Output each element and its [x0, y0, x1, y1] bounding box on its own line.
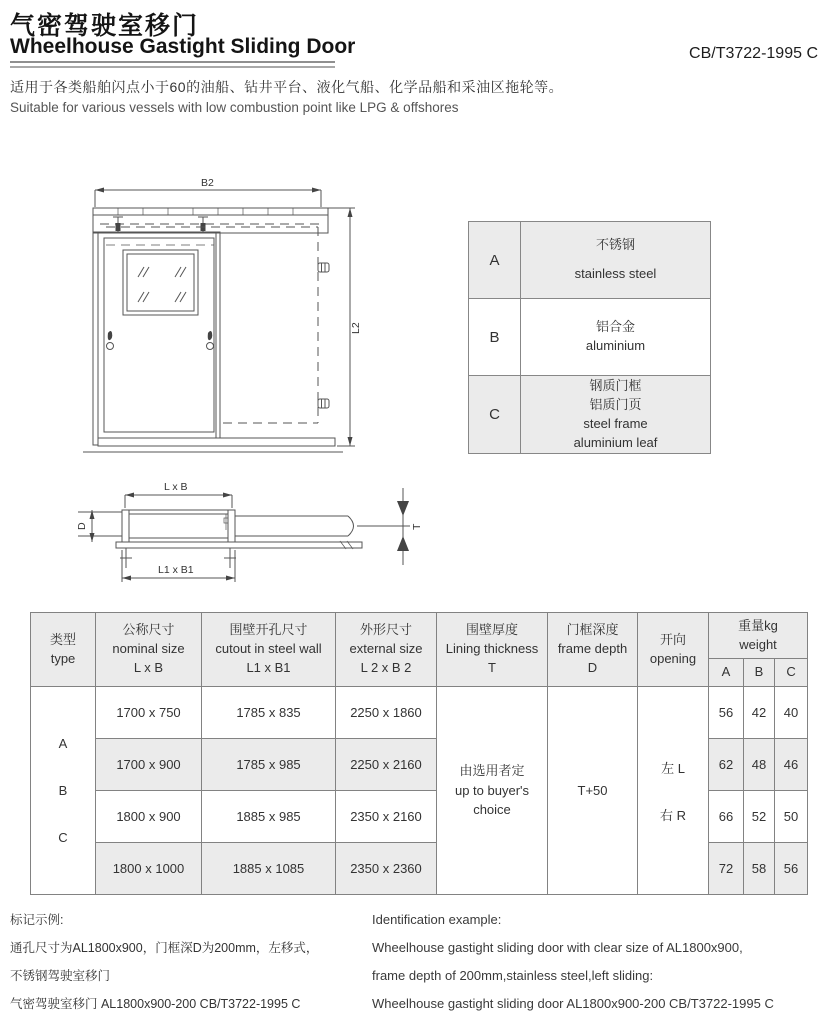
type-letter: C [58, 830, 68, 845]
weight-c-cell: 56 [775, 843, 808, 895]
weight-b-cell: 48 [744, 739, 775, 791]
door-handles [107, 331, 214, 350]
material-desc-en: aluminium leaf [573, 434, 658, 450]
frame-depth-cell: T+50 [548, 687, 638, 895]
dim-label-l1xb1: L1 x B1 [158, 564, 194, 576]
external-size-cell: 2250 x 1860 [336, 687, 437, 739]
open-position-outline [106, 227, 318, 423]
dim-label-t: T [411, 523, 423, 530]
header-cutout: 围壁开孔尺寸 cutout in steel wall L1 x B1 [202, 613, 336, 687]
lining-value-en: up to buyer's choice [454, 782, 530, 818]
material-desc-en: steel frame [583, 415, 648, 431]
header-type: 类型 type [31, 613, 96, 687]
dimension-l2 [328, 208, 362, 446]
dimension-b2 [95, 177, 321, 207]
material-desc-en: stainless steel [574, 266, 657, 281]
material-desc [521, 376, 711, 454]
front-view-drawing [58, 175, 378, 470]
id-en-line: frame depth of 200mm,stainless steel,left sliding: [372, 968, 654, 983]
material-desc [521, 299, 711, 376]
nominal-size-cell: 1800 x 1000 [96, 843, 202, 895]
materials-table [468, 221, 711, 454]
opening-left: 左 L [661, 760, 685, 776]
header-weight-c: C [775, 659, 808, 687]
weight-a-cell: 56 [709, 687, 744, 739]
door-leaf [93, 232, 220, 445]
id-en-line: Wheelhouse gastight sliding door AL1800x900-200 CB/T3722-1995 C [372, 996, 774, 1011]
cutout-cell: 1885 x 985 [202, 791, 336, 843]
opening-cell [638, 687, 709, 895]
id-cn-line: 不锈钢驾驶室移门 [10, 969, 111, 983]
spacer [522, 255, 709, 265]
lining-value-cn: 由选用者定 [459, 763, 525, 779]
weight-b-cell: 58 [744, 843, 775, 895]
door-section-body [122, 510, 235, 542]
material-key: C [469, 376, 521, 454]
header-opening: 开向 opening [638, 613, 709, 687]
dim-label-d: D [76, 522, 88, 530]
id-en-line: Wheelhouse gastight sliding door with clear size of AL1800x900, [372, 940, 743, 955]
identification-example-cn [10, 906, 318, 1018]
spec-header-row [31, 613, 808, 659]
header-weight-b: B [744, 659, 775, 687]
dim-label-lxb: L x B [164, 481, 188, 493]
material-desc-cn: 钢质门框 [589, 378, 642, 393]
external-size-cell: 2250 x 2160 [336, 739, 437, 791]
type-letter: B [58, 783, 68, 798]
spec-table [30, 612, 808, 895]
header-external-size: 外形尺寸 external size L 2 x B 2 [336, 613, 437, 687]
standard-code: CB/T3722-1995 C [689, 45, 818, 62]
id-en-line: Identification example: [372, 912, 502, 927]
header-weight-a: A [709, 659, 744, 687]
opening-right: 右 R [659, 807, 686, 823]
material-key: A [469, 222, 521, 299]
nominal-size-cell: 1700 x 750 [96, 687, 202, 739]
materials-row-a [469, 222, 711, 299]
description-en: Suitable for various vessels with low combustion point like LPG & offshores [10, 100, 459, 115]
material-desc-cn: 不锈钢 [595, 237, 635, 253]
header-frame-depth: 门框深度 frame depth D [548, 613, 638, 687]
nominal-size-cell: 1800 x 900 [96, 791, 202, 843]
door-window [123, 250, 198, 315]
material-desc-en: aluminium [585, 338, 646, 353]
description-cn: 适用于各类船舶闪点小于60的油船、钻井平台、液化气船、化学品船和采油区拖轮等。 [10, 79, 564, 95]
dimension-lxb [125, 481, 232, 508]
glass-hatch-marks [138, 267, 186, 302]
threshold-rail [116, 541, 362, 568]
cutout-cell: 1885 x 1085 [202, 843, 336, 895]
material-desc-cn: 铝合金 [595, 319, 635, 335]
id-cn-line: 气密驾驶室移门 AL1800x900-200 CB/T3722-1995 C [10, 997, 301, 1011]
id-cn-line: 标记示例: [10, 913, 64, 927]
materials-row-c [469, 376, 711, 454]
weight-c-cell: 50 [775, 791, 808, 843]
material-key: B [469, 299, 521, 376]
section-view-drawing [58, 468, 478, 603]
identification-example-en [372, 906, 774, 1018]
weight-a-cell: 62 [709, 739, 744, 791]
cutout-cell: 1785 x 985 [202, 739, 336, 791]
spec-row [31, 687, 808, 739]
material-desc [521, 222, 711, 299]
external-size-cell: 2350 x 2360 [336, 843, 437, 895]
header-nominal-size: 公称尺寸 nominal size L x B [96, 613, 202, 687]
bottom-sill [83, 438, 343, 452]
wall-thickness-symbol [396, 488, 423, 565]
weight-c-cell: 40 [775, 687, 808, 739]
type-letter: A [58, 736, 68, 751]
lining-thickness-cell [437, 687, 548, 895]
dimension-l1xb1 [122, 550, 235, 582]
clamp-symbols [318, 263, 329, 408]
cutout-cell: 1785 x 835 [202, 687, 336, 739]
title-double-rule [10, 61, 335, 68]
weight-b-cell: 52 [744, 791, 775, 843]
id-cn-line: 通孔尺寸为AL1800x900，门框深D为200mm，左移式， [10, 941, 319, 955]
external-size-cell: 2350 x 2160 [336, 791, 437, 843]
slide-pocket [235, 516, 400, 536]
weight-b-cell: 42 [744, 687, 775, 739]
page-title-cn: 气密驾驶室移门 [10, 12, 200, 40]
header-weight: 重量kg weight [709, 613, 808, 659]
type-letters-cell [31, 687, 96, 895]
dim-label-l2: L2 [350, 322, 362, 334]
top-rail [93, 208, 328, 233]
weight-c-cell: 46 [775, 739, 808, 791]
materials-row-b [469, 299, 711, 376]
material-desc-cn: 铝质门页 [589, 396, 642, 412]
dim-label-b2: B2 [201, 177, 214, 189]
page-title-en: Wheelhouse Gastight Sliding Door [10, 35, 356, 58]
dimension-d [76, 510, 95, 542]
nominal-size-cell: 1700 x 900 [96, 739, 202, 791]
header-lining-thickness: 围壁厚度 Lining thickness T [437, 613, 548, 687]
weight-a-cell: 66 [709, 791, 744, 843]
weight-a-cell: 72 [709, 843, 744, 895]
